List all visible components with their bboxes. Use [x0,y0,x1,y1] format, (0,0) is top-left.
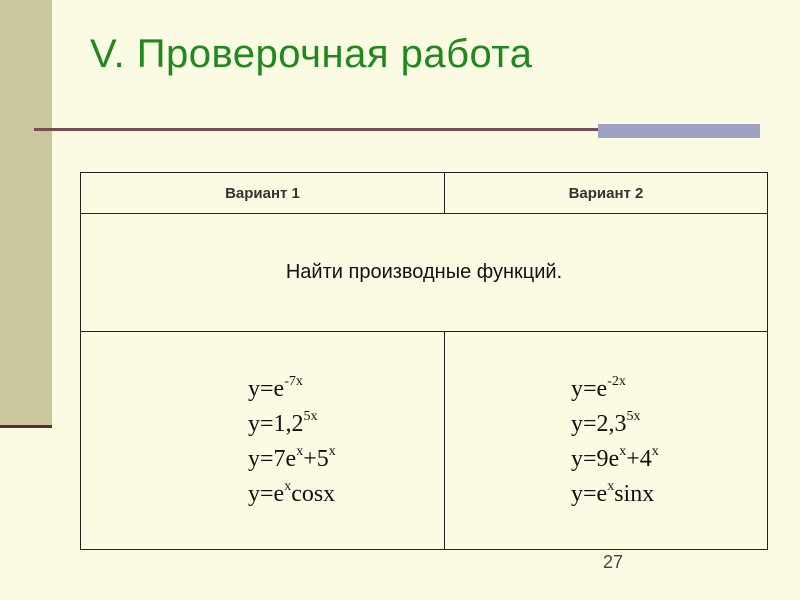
page-number: 27 [603,552,624,572]
formula-list-variant-1 [248,369,336,509]
formula-v2-3 [571,439,659,474]
header-variant-2: Вариант 2 [568,184,644,202]
formula-v2-1 [571,369,659,404]
formula-exponent: x [296,444,304,459]
formula-v2-4 [571,474,659,509]
formula-exponent: -7x [284,374,303,389]
header-divider [444,173,445,213]
formula-base: y=9e [571,446,620,472]
formula-base: y=1,2 [248,411,304,437]
title-divider-accent [598,124,760,138]
row-divider-2 [81,331,767,332]
formula-list-variant-2 [571,369,659,509]
formula-base: y=2,3 [571,411,627,437]
formula-v2-2 [571,404,659,439]
formula-base: y=e [571,481,608,507]
formula-tail: sinx [614,481,655,507]
decorative-side-rule [0,425,52,428]
formula-base: y=e [248,481,285,507]
formula-exponent: x [619,444,627,459]
header-variant-1: Вариант 1 [225,184,300,202]
formula-v1-4 [248,474,336,509]
formula-v1-2 [248,404,336,439]
formula-tail-exponent: x [328,444,336,459]
formula-v1-3 [248,439,336,474]
formula-base: y=e [571,376,608,402]
formula-tail: +5 [303,446,329,472]
formula-exponent: -2x [607,374,626,389]
formula-exponent: x [607,479,615,494]
formula-v1-1 [248,369,336,404]
formula-base: y=e [248,376,285,402]
slide-title: V. Проверочная работа [90,32,533,76]
column-divider [444,331,445,549]
formula-tail: cosx [291,481,336,507]
formula-exponent: x [284,479,292,494]
formula-base: y=7e [248,446,297,472]
formula-tail: +4 [626,446,652,472]
variants-table [80,172,768,550]
formula-exponent: 5x [626,409,641,424]
task-text: Найти производные функций. [285,260,563,283]
formula-tail-exponent: x [651,444,659,459]
formula-exponent: 5x [303,409,318,424]
decorative-side-bar [0,0,52,425]
